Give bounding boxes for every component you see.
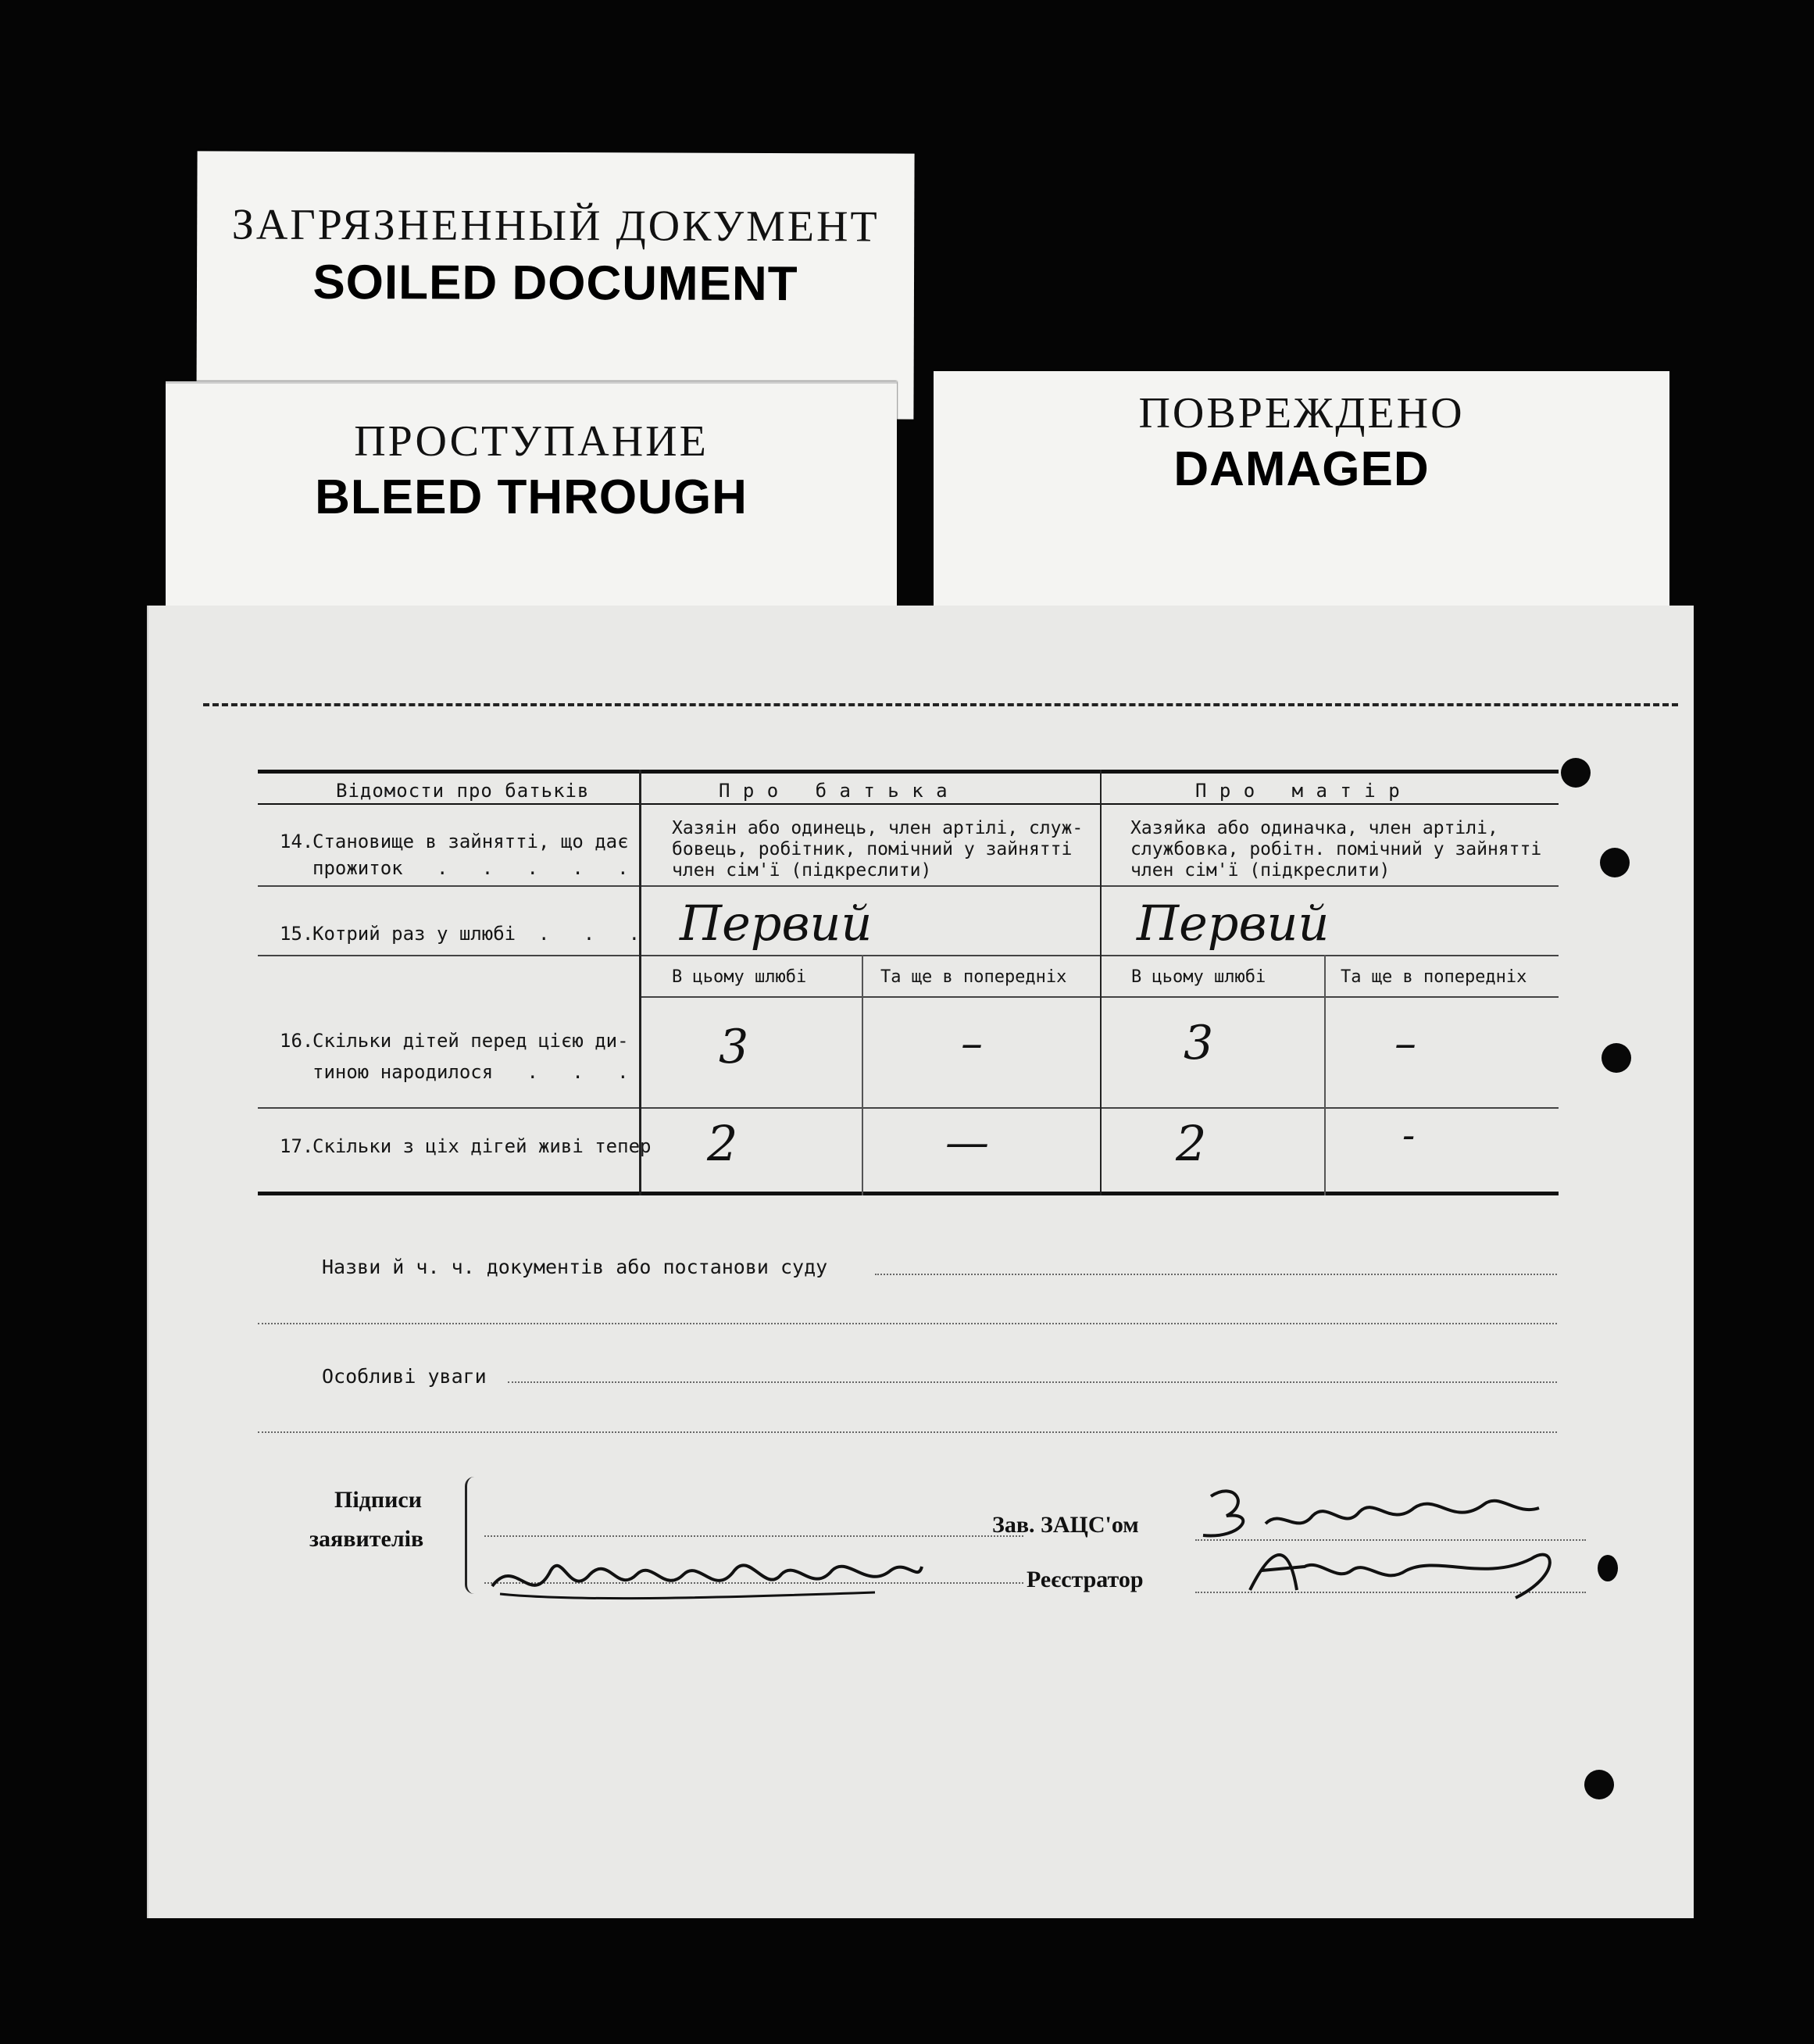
row-label: Котрий раз у шлюбі . . . [312,923,641,945]
subheader-father-prev: Та ще в попередніх [880,967,1067,987]
documents-field-label: Назви й ч. ч. документів або постанови суду [322,1256,828,1278]
applicant-signature-line[interactable] [484,1535,1023,1537]
header-father: П р о б а т ь к а [719,780,948,802]
damaged-label-ru: ПОВРЕЖДЕНО [1138,389,1465,438]
registration-form-sheet [147,606,1694,1918]
row-label: Скільки з ціх дігей живі тепер [312,1135,652,1157]
row-number: 14. [280,831,314,852]
subheader-mother-prev: Та ще в попередніх [1341,967,1527,987]
handwritten-born-father-prev: – [961,1018,983,1069]
signature-brace [465,1477,478,1594]
applicants-signature-label: Підписи [334,1487,423,1513]
soiled-label-ru: ЗАГРЯЗНЕННЫЙ ДОКУМЕНТ [231,200,880,252]
applicant-signature [484,1539,937,1625]
applicants-signature-label: заявителів [309,1526,424,1552]
handwritten-born-mother-this: 3 [1184,1016,1214,1070]
handwritten-alive-mother-prev: - [1402,1113,1416,1157]
punch-hole [1602,1043,1631,1073]
damaged-card [934,371,1669,621]
remarks-field-line-2[interactable] [258,1431,1557,1433]
remarks-field-line[interactable] [508,1381,1557,1383]
remarks-field-label: Особливі уваги [322,1365,487,1388]
row-number: 15. [280,923,314,945]
header-parents-info: Відомости про батьків [336,780,590,802]
bleed-label-en: BLEED THROUGH [315,470,748,524]
row-label: тиною народилося . . . [312,1061,629,1083]
handwritten-marriage-father: Первий [680,895,873,952]
header-mother: П р о м а т і р [1195,780,1401,802]
bleed-label-ru: ПРОСТУПАНИЕ [354,417,709,466]
handwritten-alive-father-this: 2 [707,1115,738,1172]
punch-hole [1598,1555,1618,1581]
row-label: Становище в зайнятті, що дає [312,831,629,852]
head-zags-label: Зав. ЗАЦС'ом [992,1512,1139,1538]
punch-hole [1584,1770,1614,1799]
damaged-label-en: DAMAGED [1173,442,1430,496]
punch-hole [1561,758,1591,788]
parents-info-table [258,770,1559,1195]
father-occupation-options: Хазяін або одинець, член артілі, служ- бовець, робітник, помічний у зайнятті член сім'ї (підкреслити) [672,818,1084,881]
row-label: прожиток . . . . . [312,857,629,879]
subheader-father-this: В цьому шлюбі [672,967,807,987]
punch-hole [1600,848,1630,877]
soiled-label-en: SOILED DOCUMENT [312,255,798,312]
officials-signatures [1187,1481,1594,1613]
mother-occupation-options: Хазяйка або одиначка, член артілі, службовка, робітн. помічний у зайнятті член сім'ї (підкреслити) [1130,818,1542,881]
bleed-through-card [166,381,897,618]
subheader-mother-this: В цьому шлюбі [1131,967,1266,987]
handwritten-alive-father-prev: — [945,1117,989,1168]
registrar-label: Реєстратор [1027,1567,1144,1592]
row-number: 17. [280,1135,314,1157]
soiled-document-card [196,151,914,419]
documents-field-line[interactable] [875,1274,1557,1275]
handwritten-born-mother-prev: – [1394,1018,1416,1069]
row-number: 16. [280,1030,314,1052]
handwritten-alive-mother-this: 2 [1176,1115,1207,1172]
row-label: Скільки дітей перед цією ди- [312,1030,629,1052]
perforation-line [203,703,1678,706]
handwritten-born-father-this: 3 [719,1020,749,1074]
documents-field-line-2[interactable] [258,1323,1557,1324]
handwritten-marriage-mother: Первий [1137,895,1330,952]
